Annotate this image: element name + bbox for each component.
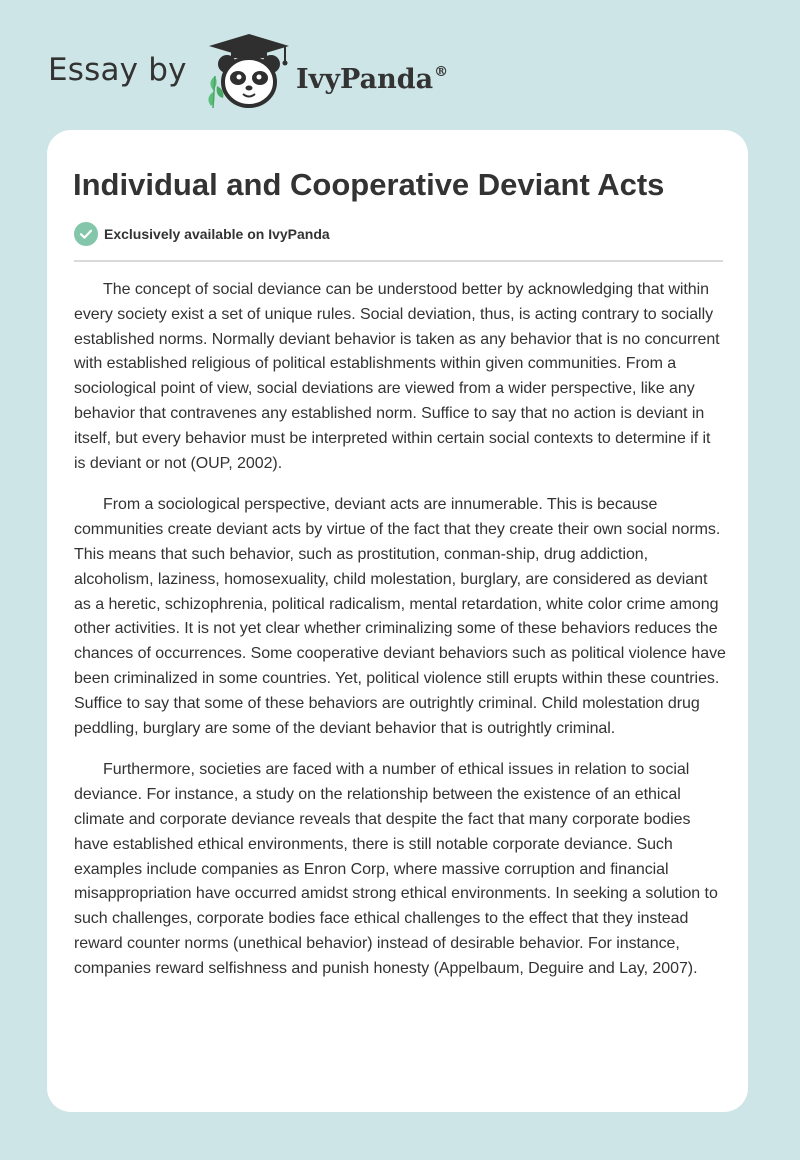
exclusive-badge [74, 222, 330, 246]
brand-prefix: Essay by [48, 52, 187, 88]
essay-paragraph: From a sociological perspective, deviant acts are innumerable. This is because communities create deviant acts by virtue of the fact that they create their own social norms. This means that such behavior, such as prostitution, conman-ship, drug addiction, alcoholism, laziness, homosexuality, child molestation, burglary, are considered as deviant as a heretic, schizophrenia, political radicalism, mental retardation, white color crime among other activities. It is not yet clear whether criminalizing some of these behaviors reduces the chances of occurrences. Some cooperative deviant behaviors such as political violence have been criminalized in some countries. Yet, political violence still erupts within these countries. Suffice to say that some of these behaviors are outrightly criminal. Child molestation drug peddling, burglary are some of the deviant behavior that is outrightly criminal. [74, 496, 726, 737]
essay-paragraph: Furthermore, societies are faced with a number of ethical issues in relation to social deviance. For instance, a study on the relationship between the existence of an ethical climate and corporate deviance reveals that despite the fact that many corporate bodies have established ethical environments, there is still notable corporate deviance. Such examples include companies as Enron Corp, where massive corruption and financial misappropriation have occurred amidst strong ethical environments. In seeking a solution to such challenges, corporate bodies face ethical challenges to the effect that they instead reward counter norms (unethical behavior) instead of desirable behavior. For instance, companies reward selfishness and punish honesty (Appelbaum, Deguire and Lay, 2007). [74, 761, 718, 977]
essay-card [47, 130, 748, 1112]
badge-text: Exclusively available on IvyPanda [104, 226, 330, 242]
brand-name: IvyPanda® [296, 64, 449, 95]
essay-paragraph: The concept of social deviance can be understood better by acknowledging that within every society exist a set of unique rules. Social deviation, thus, is acting contrary to socially established norms. Normally deviant behavior is taken as any behavior that is no concurrent with established religious of political establishments within given communities. From a sociological point of view, social deviations are viewed from a wider perspective, like any behavior that contravenes any established norm. Suffice to say that no action is deviant in itself, but every behavior must be interpreted within certain social contexts to determine if it is deviant or not (OUP, 2002). [74, 281, 720, 472]
divider [74, 260, 723, 262]
essay-body [74, 278, 726, 999]
site-header [0, 0, 800, 128]
check-circle-icon [74, 222, 98, 246]
registered-mark: ® [434, 64, 449, 80]
ivypanda-logo-icon[interactable] [203, 30, 295, 112]
essay-title: Individual and Cooperative Deviant Acts [73, 167, 665, 202]
